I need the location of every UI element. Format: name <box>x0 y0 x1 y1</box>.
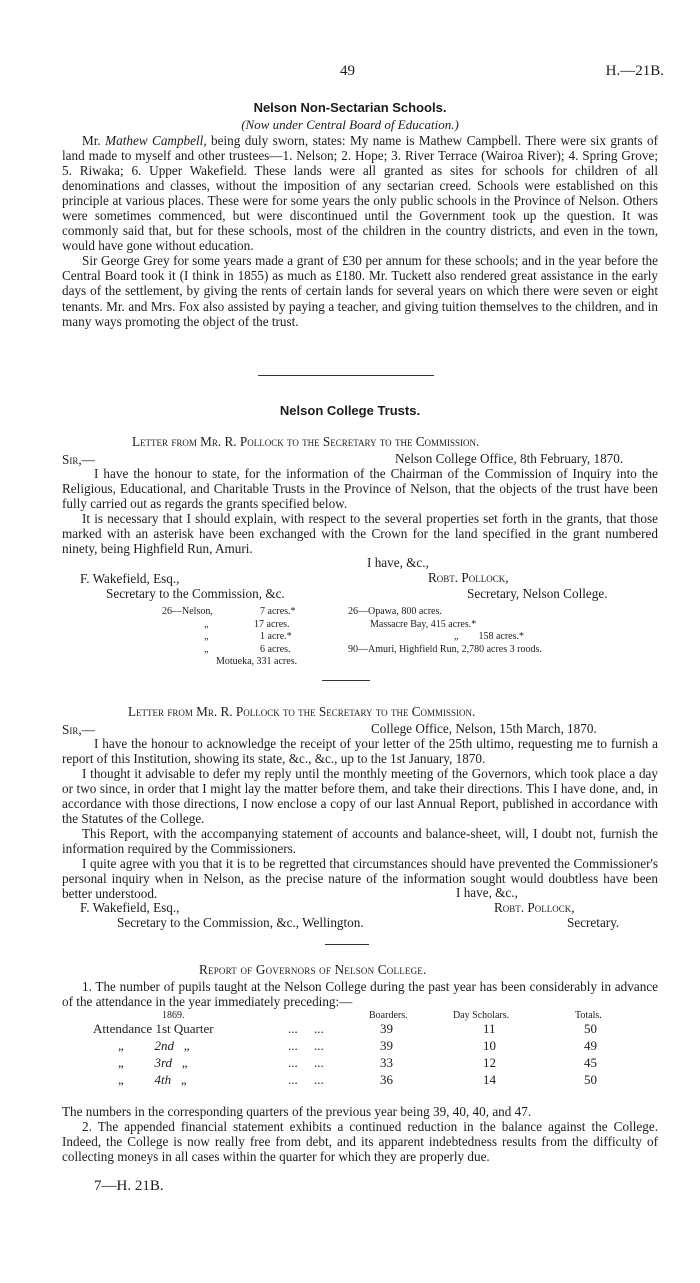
grey-grant-paragraph: Sir George Grey for some years made a grant of £30 per annum for these schools; and in the year before the Central Board took it (I think in 1855) as much as £180. Mr. Tuckett also rendered great assistance in the early days of the settlement, by giving the rents of certain lands for several years on which there were seven or eight tenants. Mr. and Mrs. Fox also assisted by paying a teacher, and giving tuition themselves to the children, and in many ways promoting the object of the trust. <box>62 253 658 329</box>
report-para2: The numbers in the corresponding quarters of the previous year being 39, 40, 40, and 47. <box>62 1104 532 1119</box>
grants-left <box>162 606 332 669</box>
section-subtitle: (Now under Central Board of Education.) <box>241 117 459 132</box>
letter2-para3: This Report, with the accompanying statement of accounts and balance-sheet, will, I doubt not, furnish the information required by the Commissioners. <box>62 826 658 857</box>
grants-right <box>348 606 648 656</box>
col-boarders: Boarders. <box>369 1010 408 1021</box>
letter1-addressee-title: Secretary to the Commission, &c. <box>106 586 285 601</box>
letter2-salutation: Sir,— <box>62 722 95 737</box>
grant-row: „ 17 acres. <box>204 618 290 630</box>
letter1-addressee: F. Wakefield, Esq., <box>80 571 180 586</box>
grant-row: 26—Opawa, 800 acres. <box>348 606 442 617</box>
letter1-dateline: Nelson College Office, 8th February, 1870. <box>395 451 624 466</box>
section-title-non-sectarian: Nelson Non-Sectarian Schools. <box>253 100 447 115</box>
letter1-closing: I have, &c., <box>367 555 429 570</box>
table-row: „ 3rd „ ... ... 33 12 45 <box>118 1055 597 1070</box>
letter1-body <box>62 466 658 556</box>
grant-row: „ 6 acres. <box>204 643 291 655</box>
letter1-para2: It is necessary that I should explain, with respect to the several properties set forth in the grants, that those marked with an asterisk have been exchanged with the Crown for the land specified in the grant numbered ninety, being Highfield Run, Amuri. <box>62 511 658 557</box>
attendance-table <box>80 1010 640 1098</box>
letter2-closing: I have, &c., <box>456 885 518 900</box>
report-para3: 2. The appended financial statement exhibits a continued reduction in the balance against the College. Indeed, the College is now really free from debt, and its apparent indebtedness results from the difficulty of collecting moneys in all cases within the quarter for which they are properly due. <box>62 1119 658 1165</box>
grant-row: 90—Amuri, Highfield Run, 2,780 acres 3 roods. <box>348 643 542 655</box>
report-para1-text: 1. The number of pupils taught at the Nelson College during the past year has been considerably in advance of the attendance in the year immediately preceding:— <box>62 979 658 1010</box>
report-divider <box>325 944 369 945</box>
grant-row: „ 1 acre.* <box>204 631 292 642</box>
report-heading: Report of Governors of Nelson College. <box>199 962 427 977</box>
letter2-para1: I have the honour to acknowledge the receipt of your letter of the 25th ultimo, requesting me to furnish a report of this Institution, showing its state, &c., &c., up to the 1st January, 1870. <box>62 736 658 767</box>
mr-prefix: Mr. <box>82 133 106 148</box>
non-sectarian-body <box>62 133 658 329</box>
letter1-salutation: Sir,— <box>62 452 95 467</box>
section-divider <box>258 375 434 376</box>
letter2-dateline: College Office, Nelson, 15th March, 1870. <box>371 721 597 736</box>
report-code: H.—21B. <box>605 63 664 79</box>
letter2-para2: I thought it advisable to defer my reply until the monthly meeting of the Governors, which took place a day or two since, in order that I might lay the matter before them, and take their directions. This I have done, and, in accordance with those directions, I now enclose a copy of our last Annual Report, published in accordance with the Statutes of the College. <box>62 766 658 827</box>
report-para1 <box>62 979 658 1009</box>
grant-row: 26—Nelson, 7 acres.* <box>162 606 296 617</box>
table-row: Attendance 1st Quarter ... ... 39 11 50 <box>93 1021 597 1036</box>
table-row: „ 4th „ ... ... 36 14 50 <box>118 1072 597 1087</box>
letter1-heading: Letter from Mr. R. Pollock to the Secretary to the Commission. <box>132 434 480 449</box>
statement-text: being duly sworn, states: My name is Mathew Campbell. There were six grants of land made to myself and other trustees—1. Nelson; 2. Hope; 3. River Terrace (Wairoa River); 4. Spring Grove; 5. Riwaka; 6. Upper Wakefield. These lands were all granted as sites for schools for children of all denominations and classes, without the imposition of any sectarian creed. Schools were established on this principle at various places. These were for some years the only public schools in the Province of Nelson. Others were sometimes commenced, but were discontinued until the Government took up the question. It was commonly said that, but for these schools, most of the children in the country districts, and even in the town, would have gone without education. <box>62 133 659 254</box>
letter2-signatory: Robt. Pollock, <box>494 900 575 915</box>
grant-row: Massacre Bay, 415 acres.* <box>370 618 477 630</box>
page-number: 49 <box>340 63 355 79</box>
letter2-body <box>62 736 658 902</box>
campbell-statement <box>62 133 658 253</box>
col-day-scholars: Day Scholars. <box>453 1010 510 1021</box>
col-year: 1869. <box>162 1010 185 1021</box>
grant-row: Motueka, 331 acres. <box>216 656 298 667</box>
letter2-addressee-title: Secretary to the Commission, &c., Wellington. <box>117 915 364 930</box>
col-totals: Totals. <box>575 1010 602 1021</box>
table-row: „ 2nd „ ... ... 39 10 49 <box>118 1038 597 1053</box>
letter-divider <box>322 680 370 681</box>
report-continued <box>62 1104 658 1164</box>
witness-name: Mathew Campbell, <box>105 133 207 148</box>
letter2-signatory-title: Secretary. <box>567 915 620 930</box>
letter2-para4: I quite agree with you that it is to be regretted that circumstances should have prevented the Commissioner's personal inquiry when in Nelson, as the precise nature of the information sought would doubtless have been better understood. <box>62 856 658 902</box>
grant-row: „ 158 acres.* <box>454 631 524 642</box>
letter1-signatory: Robt. Pollock, <box>428 570 509 585</box>
letter1-signatory-title: Secretary, Nelson College. <box>467 586 608 601</box>
letter2-heading: Letter from Mr. R. Pollock to the Secretary to the Commission. <box>128 704 476 719</box>
section-title-college-trusts: Nelson College Trusts. <box>279 403 421 418</box>
letter1-para1: I have the honour to state, for the information of the Chairman of the Commission of Inquiry into the Religious, Educational, and Charitable Trusts in the Province of Nelson, that the objects of the trust have been fully carried out as regards the grants specified below. <box>62 466 658 512</box>
signature-mark: 7—H. 21B. <box>94 1178 164 1194</box>
letter2-addressee: F. Wakefield, Esq., <box>80 900 180 915</box>
